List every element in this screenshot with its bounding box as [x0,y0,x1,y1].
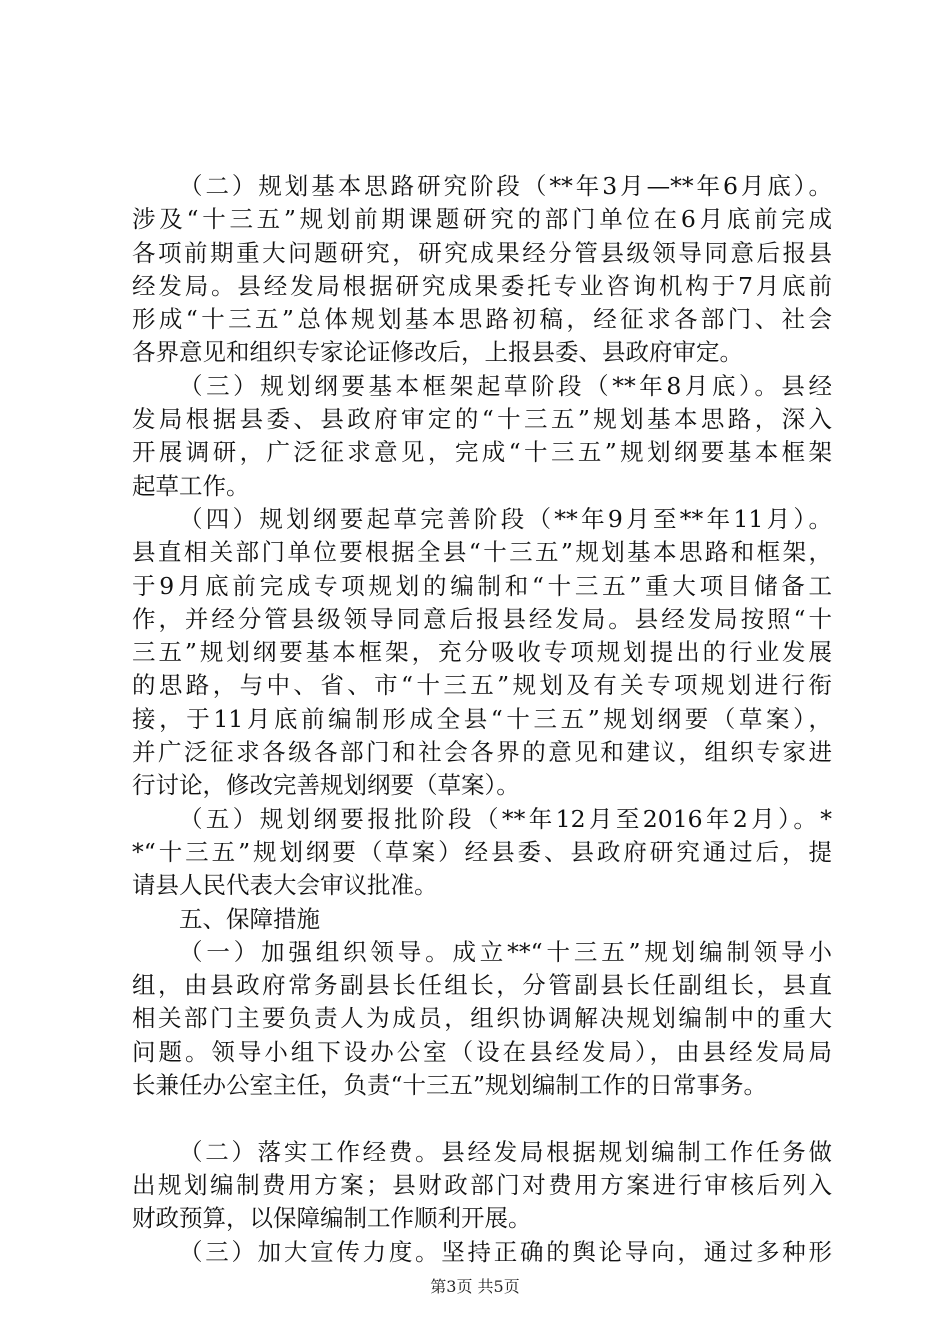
paragraph-line: 于9月底前完成专项规划的编制和“十三五”重大项目储备工 [132,571,832,600]
paragraph-line: 作，并经分管县级领导同意后报县经发局。县经发局按照“十 [132,604,832,633]
paragraph-line: （二）规划基本思路研究阶段（**年3月—**年6月底）。 [179,172,832,200]
paragraph-line: 并广泛征求各级各部门和社会各界的意见和建议，组织专家进 [132,738,832,767]
paragraph-line: （五）规划纲要报批阶段（**年12月至2016年2月）。* [179,804,832,833]
paragraph-line: （一）加强组织领导。成立**“十三五”规划编制领导小 [179,937,832,966]
paragraph-line: （二）落实工作经费。县经发局根据规划编制工作任务做 [179,1137,832,1166]
paragraph-line: 长兼任办公室主任，负责“十三五”规划编制工作的日常事务。 [132,1071,768,1100]
paragraph-line: 问题。领导小组下设办公室（设在县经发局），由县经发局局 [132,1037,832,1066]
paragraph-line: 三五”规划纲要基本框架，充分吸收专项规划提出的行业发展 [132,638,832,667]
paragraph-line: 起草工作。 [132,471,250,500]
section-heading: 五、保障措施 [179,904,320,933]
paragraph-line: 各界意见和组织专家论证修改后，上报县委、县政府审定。 [132,338,743,367]
paragraph-line: 形成“十三五”总体规划基本思路初稿，经征求各部门、社会 [132,305,832,334]
paragraph-line: 发局根据县委、县政府审定的“十三五”规划基本思路，深入 [132,405,832,434]
paragraph-line: 相关部门主要负责人为成员，组织协调解决规划编制中的重大 [132,1004,832,1033]
paragraph-line: 请县人民代表大会审议批准。 [132,871,438,900]
paragraph-line: （四）规划纲要起草完善阶段（**年9月至**年11月）。 [179,504,832,533]
paragraph-line: 的思路，与中、省、市“十三五”规划及有关专项规划进行衔 [132,671,832,700]
paragraph-line: 行讨论，修改完善规划纲要（草案）。 [132,771,520,800]
paragraph-line: *“十三五”规划纲要（草案）经县委、县政府研究通过后，提 [132,837,832,866]
paragraph-line: 县直相关部门单位要根据全县“十三五”规划基本思路和框架， [132,538,832,567]
paragraph-line: 开展调研，广泛征求意见，完成“十三五”规划纲要基本框架 [132,438,832,467]
paragraph-line: （三）规划纲要基本框架起草阶段（**年8月底）。县经 [179,371,832,400]
document-body [132,170,832,1269]
paragraph-line: 财政预算，以保障编制工作顺利开展。 [132,1204,532,1233]
page-number-footer: 第3页 共5页 [430,1277,520,1296]
paragraph-line: （三）加大宣传力度。坚持正确的舆论导向，通过多种形 [179,1237,832,1266]
paragraph-line: 涉及“十三五”规划前期课题研究的部门单位在6月底前完成 [132,205,832,234]
paragraph-line: 组，由县政府常务副县长任组长，分管副县长任副组长，县直 [132,971,832,1000]
paragraph-line: 接，于11月底前编制形成全县“十三五”规划纲要（草案）， [132,704,832,733]
blank-line [132,1102,832,1135]
paragraph-line: 各项前期重大问题研究，研究成果经分管县级领导同意后报县 [132,238,832,267]
paragraph-line: 经发局。县经发局根据研究成果委托专业咨询机构于7月底前 [132,271,832,300]
paragraph-line: 出规划编制费用方案；县财政部门对费用方案进行审核后列入 [132,1170,832,1199]
